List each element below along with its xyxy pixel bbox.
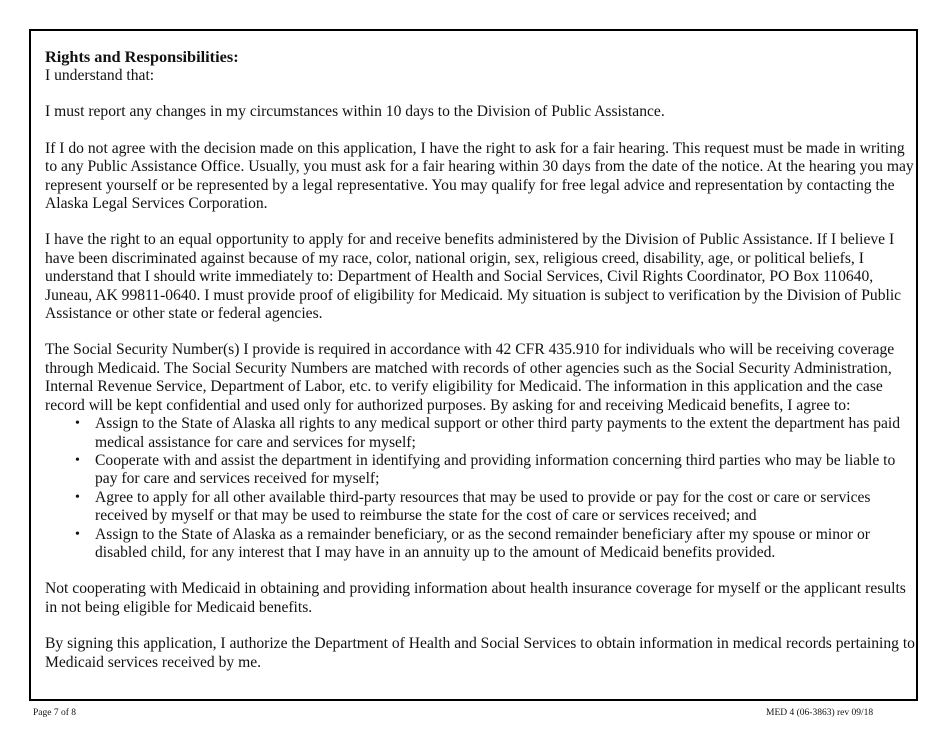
list-item (45, 526, 919, 563)
list-item-text: Assign to the State of Alaska as a remainder beneficiary, or as the second remainder beneficiary after my spouse or minor or disabled child, for any interest that I may have in an annuity up to the amount of Medicaid benefits provided. (95, 525, 870, 561)
bullet-icon: • (75, 452, 80, 468)
intro-line: I understand that: (45, 67, 155, 84)
rights-section (45, 47, 919, 672)
paragraph-equal-opportunity: I have the right to an equal opportunity to apply for and receive benefits administered by the Division of Public Assistance. If I believe I have been discriminated against because of my race, color, national origin, sex, religious creed, disability, age, or political beliefs, I understand that I should write immediately to: Department of Health and Social Services, Civil Rights Coordinator, PO Box 110640, Juneau, AK 99811-0640. I must provide proof of eligibility for Medicaid. My situation is subject to verification by the Division of Public Assistance or other state or federal agencies. (45, 231, 902, 323)
paragraph-social-security: The Social Security Number(s) I provide is required in accordance with 42 CFR 435.910 for individuals who will be receiving coverage through Medicaid. The Social Security Numbers are matched with records of other agencies such as the Social Security Administration, Internal Revenue Service, Department of Labor, etc. to verify eligibility for Medicaid. The information in this application and the case record will be kept confidential and used only for authorized purposes. By asking for and receiving Medicaid benefits, I agree to: (45, 341, 895, 414)
paragraph-not-cooperating: Not cooperating with Medicaid in obtaining and providing information about health insurance coverage for myself or the applicant results in not being eligible for Medicaid benefits. (45, 580, 906, 616)
list-item-text: Cooperate with and assist the department in identifying and providing information concerning third parties who may be liable to pay for care and services received for myself; (95, 451, 896, 488)
agreement-list (45, 415, 919, 562)
form-identifier: MED 4 (06-3863) rev 09/18 (766, 708, 874, 718)
list-item (45, 489, 919, 526)
list-item (45, 452, 919, 489)
section-heading: Rights and Responsibilities: (45, 47, 239, 66)
list-item-text: Assign to the State of Alaska all rights to any medical support or other third party payments to the extent the department has paid medical assistance for care and services for myself; (95, 415, 901, 451)
bullet-icon: • (75, 416, 80, 432)
bullet-icon: • (75, 526, 80, 542)
list-item-text: Agree to apply for all other available third-party resources that may be used to provide or pay for the cost or care or services received by myself or that may be used to reimburse the state for the cost of care or services received; and (95, 488, 871, 525)
bullet-icon: • (75, 489, 80, 505)
list-item (45, 415, 919, 452)
page-number: Page 7 of 8 (33, 708, 77, 718)
paragraph-authorization: By signing this application, I authorize the Department of Health and Social Services to obtain information in medical records pertaining to Medicaid services received by me. (45, 635, 915, 671)
paragraph-report-changes: I must report any changes in my circumstances within 10 days to the Division of Public Assistance. (45, 103, 665, 121)
paragraph-fair-hearing: If I do not agree with the decision made on this application, I have the right to ask for a fair hearing. This request must be made in writing to any Public Assistance Office. Usually, you must ask for a fair hearing within 30 days from the date of the notice. At the hearing you may represent yourself or be represented by a legal representative. You may qualify for free legal advice and representation by contacting the Alaska Legal Services Corporation. (45, 139, 914, 213)
